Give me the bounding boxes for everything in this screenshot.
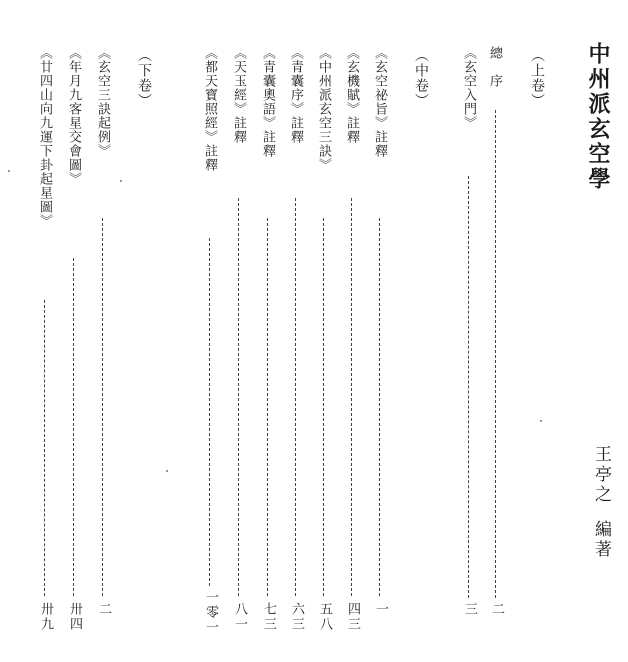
section-label-vol3: （下卷） [136, 48, 152, 108]
page-number: 七三 [261, 602, 276, 632]
toc-entry: 《青囊奧語》註釋 [260, 46, 275, 158]
page-number: 一 [373, 602, 388, 617]
page-number: 八一 [232, 602, 247, 632]
author-name: 王亭之 [591, 445, 611, 505]
section-label-vol1: （上卷） [529, 48, 545, 108]
toc-entry: 《青囊序》註釋 [288, 46, 303, 144]
scan-speck [540, 420, 542, 422]
page-number: 三 [462, 602, 477, 617]
dot-leader [468, 176, 469, 598]
scan-speck [166, 470, 168, 472]
toc-entry-intro: 《玄空入門》 [461, 46, 476, 130]
scan-speck [8, 170, 10, 172]
toc-entry: 《天玉經》註釋 [231, 46, 246, 144]
dot-leader [351, 198, 352, 596]
dot-leader [379, 218, 380, 596]
page-number: 二 [489, 602, 504, 617]
toc-entry-preface: 總 序 [487, 46, 502, 88]
toc-entry: 《都天寶照經》註釋 [202, 46, 217, 172]
toc-entry: 《玄機賦》註釋 [344, 46, 359, 144]
author-role: 編著 [591, 520, 611, 560]
page-number: 一零一 [203, 590, 218, 635]
toc-entry: 《年月九客星交會圖》 [66, 46, 81, 186]
section-label-vol2: （中卷） [413, 48, 429, 108]
dot-leader [295, 198, 296, 596]
dot-leader [102, 218, 103, 596]
page-number: 五八 [317, 602, 332, 632]
scan-speck [120, 180, 122, 182]
dot-leader [44, 300, 45, 596]
dot-leader [238, 198, 239, 596]
page-number: 六三 [289, 602, 304, 632]
page-number: 二 [96, 602, 111, 617]
page-number: 四三 [345, 602, 360, 632]
toc-entry: 《廿四山向九運下卦起星圖》 [37, 46, 52, 228]
page-number: 卅九 [38, 602, 53, 632]
dot-leader [267, 218, 268, 596]
book-title: 中州派玄空學 [585, 42, 611, 192]
toc-entry: 《玄空三訣起例》 [95, 46, 110, 158]
page-number: 卅四 [67, 602, 82, 632]
toc-entry: 《玄空祕旨》註釋 [372, 46, 387, 158]
dot-leader [323, 218, 324, 596]
dot-leader [495, 110, 496, 598]
dot-leader [209, 238, 210, 586]
toc-entry: 《中州派玄空三訣》 [316, 46, 331, 172]
dot-leader [73, 258, 74, 596]
